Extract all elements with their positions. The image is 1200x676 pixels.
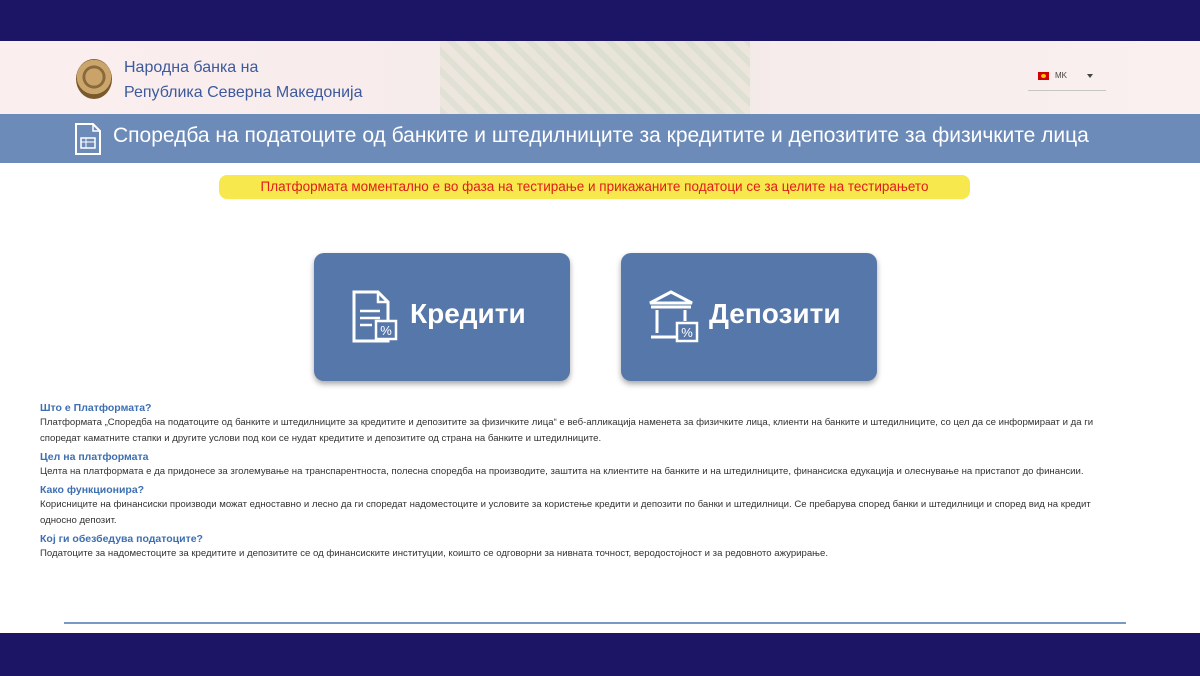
chevron-down-icon <box>1087 74 1093 78</box>
bank-name-line1: Народна банка на <box>124 59 259 76</box>
header-decoration <box>440 41 750 114</box>
footer-divider <box>64 622 1126 624</box>
macedonia-flag-icon <box>1038 72 1049 80</box>
info-heading: Кој ги обезбедува податоците? <box>40 533 203 545</box>
svg-text:%: % <box>681 325 693 340</box>
credits-button[interactable] <box>314 253 570 381</box>
svg-text:%: % <box>380 323 392 338</box>
info-text: Податоците за надоместоците за кредитите и депозитите се од финансиските институции, коишто се одговорни за нивната точност, веродостојност и за редовното ажурирање. <box>40 548 828 559</box>
document-icon <box>74 122 102 156</box>
info-heading: Што е Платформата? <box>40 402 152 414</box>
info-text: Корисниците на финансиски производи можат едноставно и лесно да ги споредат надоместоците и условите за користење кредити и депозити по банки и штедилници. Се пребарува според банки и штедилници и според вид на кредит односно депозит. <box>40 499 1091 526</box>
deposits-label: Депозити <box>709 298 841 329</box>
bank-name-line2: Република Северна Македонија <box>124 84 363 101</box>
language-label: MK <box>1055 71 1067 80</box>
info-text: Платформата „Споредба на податоците од банките и штедилниците за кредитите и депозитите за физичките лица“ е веб-апликација наменета за физичките лица, клиенти на банките и штедилниците, со цел да се информираат и да ги споредат каматните стапки и другите услови под кои се нудат кредитите и депозитите од страна на банките и штедилниците. <box>40 417 1094 444</box>
bottom-frame <box>0 633 1200 676</box>
info-heading: Како функционира? <box>40 484 145 496</box>
platform-info <box>40 402 1130 562</box>
info-heading: Цел на платформата <box>40 451 149 463</box>
header <box>0 41 1200 114</box>
page-title: Споредба на податоците од банките и штедилниците за кредитите и депозитите за физичките лица <box>113 124 1089 147</box>
deposits-button[interactable] <box>621 253 877 381</box>
page <box>0 41 1200 633</box>
language-selector[interactable] <box>1028 61 1106 91</box>
testing-warning-banner: Платформата моментално е во фаза на тестирање и прикажаните податоци се за целите на тестирањето <box>219 175 970 199</box>
credit-document-icon <box>350 289 402 345</box>
info-text: Целта на платформата е да придонесе за зголемување на транспарентноста, полесна споредба на производите, заштита на клиентите на банките и на штедилниците, финансиска едукација и олеснување на пристапот до финансии. <box>40 466 1084 477</box>
bank-building-icon <box>647 289 701 345</box>
credits-label: Кредити <box>410 298 526 329</box>
bank-name[interactable] <box>124 55 362 105</box>
title-bar <box>0 114 1200 163</box>
bank-logo-icon[interactable] <box>76 59 112 99</box>
